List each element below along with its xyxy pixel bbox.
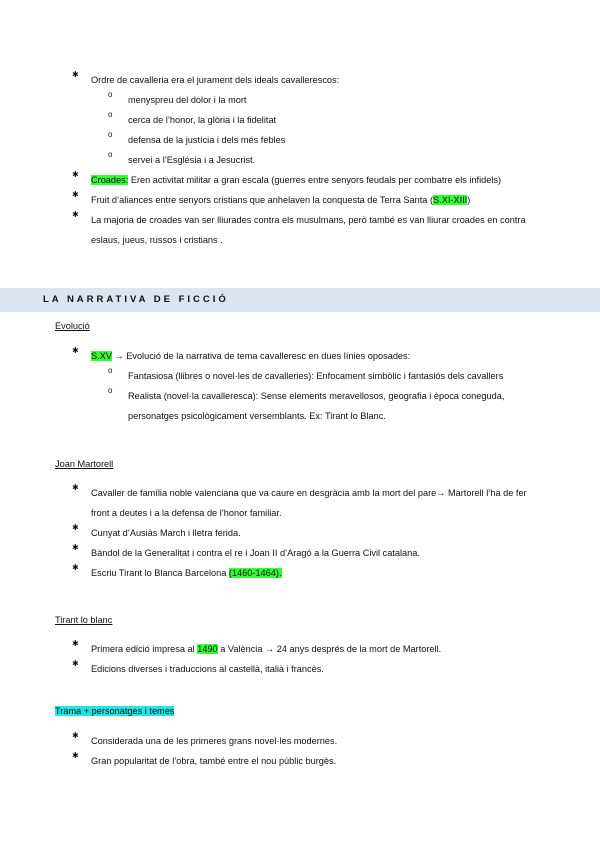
list-item: ✱ Primera edició impresa al 1490 a València → 24 anys després de la mort de Martorell. [72,639,442,654]
bullet-icon: ✱ [72,639,79,648]
martorell-heading: Joan Martorell [55,459,114,469]
bullet-icon: ✱ [72,659,79,668]
circle-bullet-icon: o [108,110,113,119]
highlight: S.XV [91,351,112,361]
list-item: ✱ Escriu Tirant lo Blanca Barcelona (1460-1464). [72,563,282,578]
martorell-section [0,483,600,583]
bullet-icon: ✱ [72,483,79,492]
evolucio-section [0,346,600,426]
list-item: ✱ La majoria de croades van ser lliurades contra els musulmans, però també es van lliurar croades en contra eslaus, jueus, russos i cristians . [72,210,526,245]
tirant-heading: Tirant lo blanc [55,615,113,625]
list-item: ✱ S.XV → Evolució de la narrativa de tema cavalleresc en dues línies oposades: [72,346,411,361]
sub-list-item: o Fantasiosa (llibres o novel·les de cavalleries): Enfocament simbòlic i fantasiós dels cavallers [108,366,504,381]
bullet-icon: ✱ [72,346,79,355]
tirant-section [0,639,600,679]
highlight: S.XI-XIII [433,195,468,205]
bullet-icon: ✱ [72,751,79,760]
highlight: 1490 [197,644,218,654]
sub-list-item: o defensa de la justícia i dels més febles [108,130,286,145]
trama-heading: Trama + personatges i temes [55,706,175,716]
sub-list-item: o servei a l’Església i a Jesucrist. [108,150,256,165]
sub-list-item: o menyspreu del dolor i la mort [108,90,247,105]
list-item: ✱ Gran popularitat de l’obra, també entre el nou públic burgès. [72,751,337,766]
highlight: Croades: [91,175,129,185]
sub-list-item: o cerca de l’honor, la glòria i la fidelitat [108,110,277,125]
bullet-icon: ✱ [72,543,79,552]
list-item: ✱ Cavaller de família noble valenciana que va caure en desgràcia amb la mort del pare→ Martorell l’ha de fer front a deutes i a la defensa de l’honor familiar. [72,483,527,518]
evolucio-heading: Evolució [55,321,90,331]
bullet-icon: ✱ [72,190,79,199]
bullet-icon: ✱ [72,170,79,179]
highlight: (1460-1464). [228,568,282,578]
bullet-icon: ✱ [72,210,79,219]
bullet-icon: ✱ [72,731,79,740]
top-list-section [0,70,600,250]
section-header [0,288,600,312]
sub-list-item: o Realista (novel·la cavalleresca): Sense elements meravellosos, geografia i època coneguda, personatges psicològicament versemblants. Ex: Tirant lo Blanc. [108,386,505,421]
list-item: ✱ Considerada una de les primeres grans novel·les modernes. [72,731,338,746]
list-item: ✱ Edicions diverses i traduccions al castellà, italià i francès. [72,659,324,674]
bullet-icon: ✱ [72,563,79,572]
bullet-icon: ✱ [72,523,79,532]
list-item: ✱ Croades: Eren activitat militar a gran escala (guerres entre senyors feudals per combatre els infidels) [72,170,502,185]
circle-bullet-icon: o [108,150,113,159]
list-item: ✱ Cunyat d’Ausiàs March i lletra ferida. [72,523,241,538]
circle-bullet-icon: o [108,386,113,395]
circle-bullet-icon: o [108,90,113,99]
circle-bullet-icon: o [108,366,113,375]
list-item: ✱ Bàndol de la Generalitat i contra el re i Joan II d’Aragó a la Guerra Civil catalana. [72,543,420,558]
list-item: ✱ Fruit d’aliances entre senyors cristians que anhelaven la conquesta de Terra Santa (S.XI-XIII) [72,190,471,205]
circle-bullet-icon: o [108,130,113,139]
bullet-icon: ✱ [72,70,79,79]
section-title: LA NARRATIVA DE FICCIÓ [43,294,229,305]
trama-section [0,731,600,771]
list-item: ✱ Ordre de cavalleria era el jurament dels ideals cavallerescos: [72,70,340,85]
